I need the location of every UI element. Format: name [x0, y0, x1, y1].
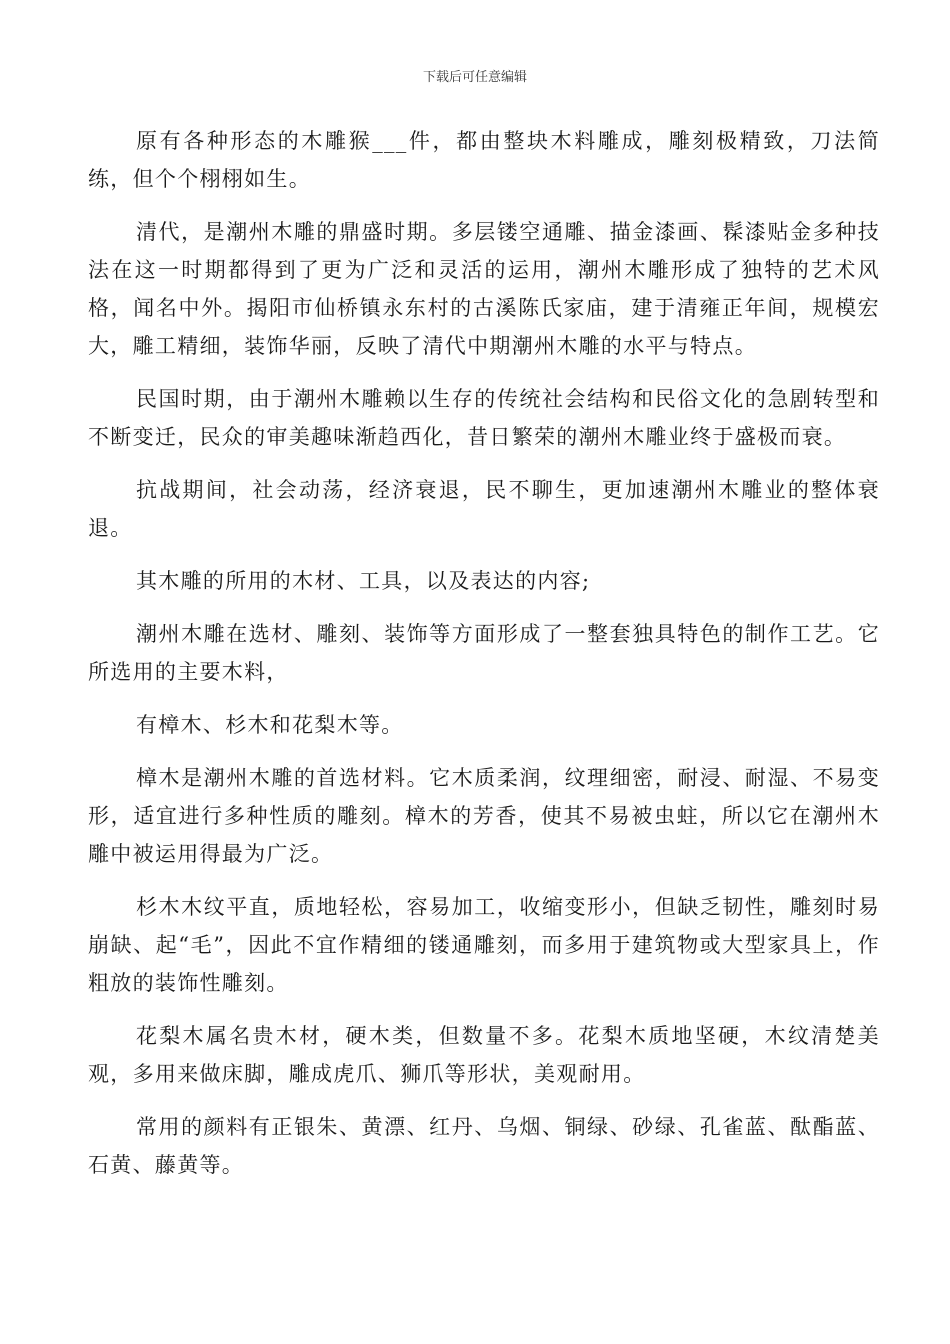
paragraph-qing-dynasty: 清代，是潮州木雕的鼎盛时期。多层镂空通雕、描金漆画、髹漆贴金多种技法在这一时期都得到了更为广泛和灵活的运用，潮州木雕形成了独特的艺术风格，闻名中外。揭阳市仙桥镇永东村的古溪陈氏家庙，建于清雍正年间，规模宏大，雕工精细，装饰华丽，反映了清代中期潮州木雕的水平与特点。: [88, 220, 880, 358]
page-header: 下载后可任意编辑: [422, 70, 527, 85]
paragraph-wood-monkeys: 原有各种形态的木雕猴___件，都由整块木料雕成，雕刻极精致，刀法简练，但个个栩栩如生。: [88, 129, 880, 191]
document-body: [88, 122, 880, 1199]
paragraph-craft-overview: 潮州木雕在选材、雕刻、装饰等方面形成了一整套独具特色的制作工艺。它所选用的主要木料，: [88, 622, 880, 684]
paragraph-wood-types: 有樟木、杉木和花梨木等。: [136, 713, 404, 737]
paragraph-camphor-wood: 樟木是潮州木雕的首选材料。它木质柔润，纹理细密，耐浸、耐湿、不易变形，适宜进行多种性质的雕刻。樟木的芳香，使其不易被虫蛀，所以它在潮州木雕中被运用得最为广泛。: [88, 766, 880, 866]
paragraph-fir-wood: 杉木木纹平直，质地轻松，容易加工，收缩变形小，但缺乏韧性，雕刻时易崩缺、起“毛”，因此不宜作精细的镂通雕刻，而多用于建筑物或大型家具上，作粗放的装饰性雕刻。: [88, 895, 880, 995]
paragraph-rosewood: 花梨木属名贵木材，硬木类，但数量不多。花梨木质地坚硬，木纹清楚美观，多用来做床脚，雕成虎爪、狮爪等形状，美观耐用。: [88, 1024, 880, 1086]
paragraph-war-period: 抗战期间，社会动荡，经济衰退，民不聊生，更加速潮州木雕业的整体衰退。: [88, 478, 880, 540]
paragraph-pigments: 常用的颜料有正银朱、黄漂、红丹、乌烟、铜绿、砂绿、孔雀蓝、酞酯蓝、石黄、藤黄等。: [88, 1115, 880, 1177]
paragraph-republic-era: 民国时期，由于潮州木雕赖以生存的传统社会结构和民俗文化的急剧转型和不断变迁，民众的审美趣味渐趋西化，昔日繁荣的潮州木雕业终于盛极而衰。: [88, 387, 880, 449]
paragraph-materials-intro: 其木雕的所用的木材、工具，以及表达的内容;: [136, 569, 591, 593]
